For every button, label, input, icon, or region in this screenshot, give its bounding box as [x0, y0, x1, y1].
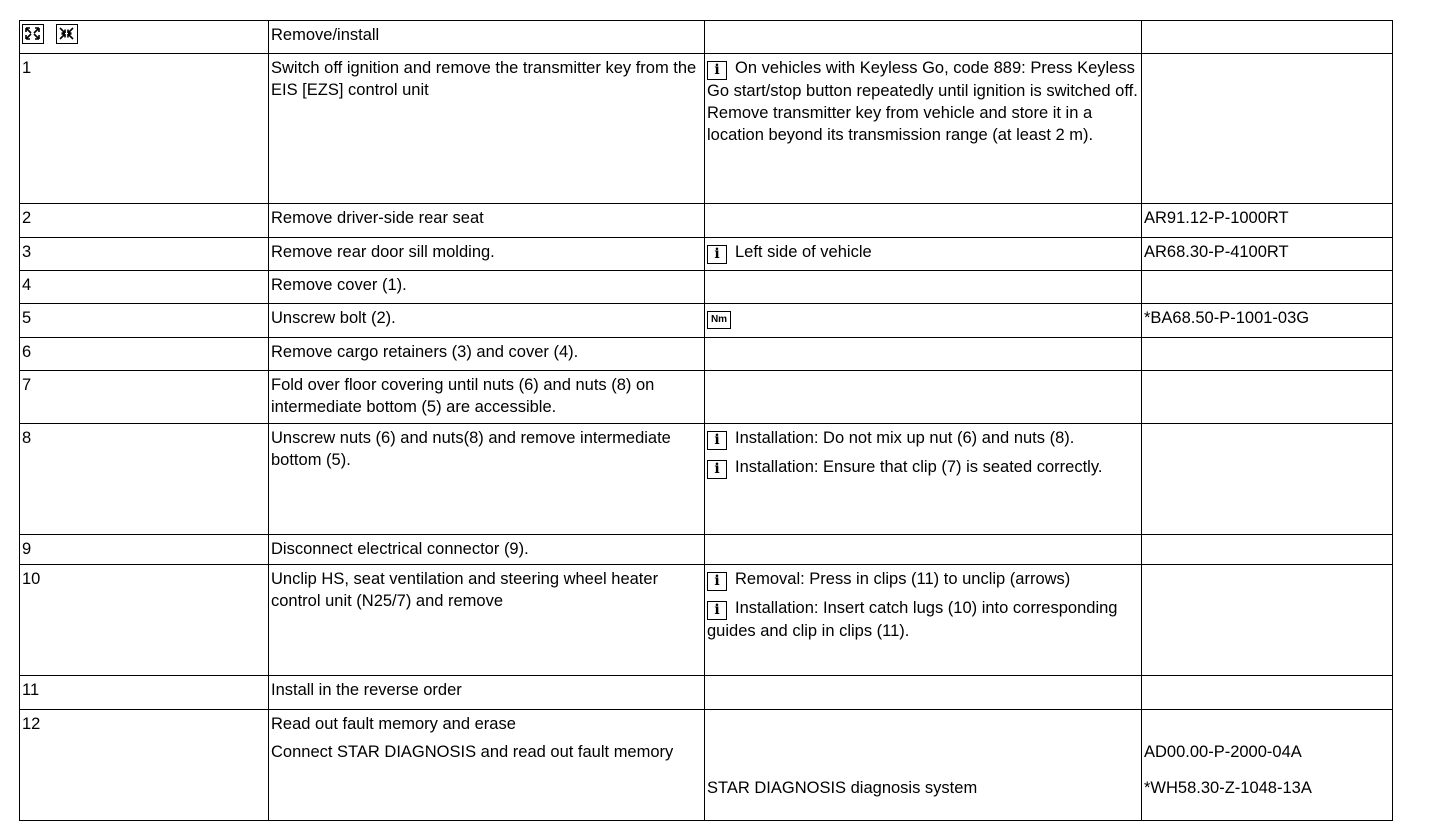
header-ref-cell: [1142, 21, 1393, 54]
step-ref-link[interactable]: AR68.30-P-4100RT: [1142, 238, 1393, 271]
table-row: [20, 424, 1393, 535]
header-icons-cell: [20, 21, 269, 54]
step-ref: [1142, 371, 1393, 424]
table-row: [20, 271, 1393, 304]
info-icon: i: [707, 572, 727, 591]
table-row: [20, 338, 1393, 371]
step-number: 10: [20, 565, 269, 676]
table-row: [20, 371, 1393, 424]
note-block: [707, 568, 1139, 591]
info-icon: i: [707, 460, 727, 479]
step-action: Read out fault memory and erase: [271, 715, 516, 733]
step-note: [705, 54, 1142, 204]
step-ref[interactable]: [1142, 54, 1393, 204]
info-icon: i: [707, 61, 727, 80]
step-ref-link[interactable]: *WH58.30-Z-1048-13A: [1144, 779, 1312, 797]
step-number: 9: [20, 535, 269, 565]
step-ref-link[interactable]: AD00.00-P-2000-04A: [1144, 743, 1302, 761]
step-action: Unscrew bolt (2).: [269, 304, 705, 338]
note-text: On vehicles with Keyless Go, code 889: Press Keyless Go start/stop button repeatedly until ignition is switched off. Remove transmitter key from vehicle and store it in a location beyond its transmission range (at least 2 m).: [707, 59, 1138, 144]
info-icon: i: [707, 245, 727, 264]
note-text: Removal: Press in clips (11) to unclip (arrows): [735, 570, 1071, 588]
step-ref: [1142, 565, 1393, 676]
step-number: 11: [20, 676, 269, 710]
procedure-table: [19, 20, 1393, 821]
header-title: Remove/install: [269, 21, 705, 54]
step-action: Switch off ignition and remove the transmitter key from the EIS [EZS] control unit: [269, 54, 705, 204]
step-number: 12: [20, 710, 269, 821]
step-ref: [1142, 535, 1393, 565]
step-ref-link[interactable]: *BA68.50-P-1001-03G: [1142, 304, 1393, 338]
step-number: 6: [20, 338, 269, 371]
table-row: [20, 535, 1393, 565]
expand-icon[interactable]: [22, 24, 44, 44]
note-block: [707, 597, 1139, 642]
step-note: [705, 271, 1142, 304]
step-ref: [1142, 424, 1393, 535]
step-action: Remove cargo retainers (3) and cover (4).: [269, 338, 705, 371]
step-number: 3: [20, 238, 269, 271]
info-icon: i: [707, 431, 727, 450]
collapse-icon[interactable]: [56, 24, 78, 44]
step-note: [705, 424, 1142, 535]
step-note: [705, 535, 1142, 565]
step-ref-cell: [1142, 710, 1393, 821]
step-action-detail: Connect STAR DIAGNOSIS and read out fault memory: [271, 743, 674, 761]
table-row: [20, 565, 1393, 676]
table-row: [20, 54, 1393, 204]
step-action: Remove driver-side rear seat: [269, 204, 705, 238]
torque-nm-icon[interactable]: Nm: [707, 311, 731, 329]
step-note: [705, 676, 1142, 710]
step-note: [705, 204, 1142, 238]
step-ref-link[interactable]: AR91.12-P-1000RT: [1142, 204, 1393, 238]
step-action: Install in the reverse order: [269, 676, 705, 710]
step-number: 4: [20, 271, 269, 304]
note-text: STAR DIAGNOSIS diagnosis system: [707, 779, 978, 797]
step-note: [705, 371, 1142, 424]
step-action: Fold over floor covering until nuts (6) and nuts (8) on intermediate bottom (5) are accessible.: [269, 371, 705, 424]
step-number: 1: [20, 54, 269, 204]
step-number: 8: [20, 424, 269, 535]
table-row: [20, 304, 1393, 338]
note-block: [707, 456, 1139, 479]
step-note: [705, 710, 1142, 821]
step-number: 2: [20, 204, 269, 238]
note-text: Installation: Ensure that clip (7) is seated correctly.: [735, 458, 1103, 476]
table-header-row: [20, 21, 1393, 54]
table-row: [20, 238, 1393, 271]
step-note: [705, 304, 1142, 338]
note-text: Installation: Insert catch lugs (10) into corresponding guides and clip in clips (11).: [707, 599, 1118, 640]
table-row: [20, 710, 1393, 821]
step-ref: [1142, 338, 1393, 371]
note-block: [707, 427, 1139, 450]
table-row: [20, 676, 1393, 710]
header-note-cell: [705, 21, 1142, 54]
step-action: Unclip HS, seat ventilation and steering wheel heater control unit (N25/7) and remove: [269, 565, 705, 676]
step-action: Disconnect electrical connector (9).: [269, 535, 705, 565]
step-note: [705, 338, 1142, 371]
step-note: [705, 565, 1142, 676]
step-action: Remove rear door sill molding.: [269, 238, 705, 271]
step-number: 7: [20, 371, 269, 424]
step-ref: [1142, 271, 1393, 304]
info-icon: i: [707, 601, 727, 620]
step-action: Remove cover (1).: [269, 271, 705, 304]
step-action: Unscrew nuts (6) and nuts(8) and remove intermediate bottom (5).: [269, 424, 705, 535]
step-number: 5: [20, 304, 269, 338]
note-text: Left side of vehicle: [735, 243, 872, 261]
step-note: [705, 238, 1142, 271]
step-ref: [1142, 676, 1393, 710]
table-row: [20, 204, 1393, 238]
note-text: Installation: Do not mix up nut (6) and nuts (8).: [735, 429, 1075, 447]
step-action-cell: [269, 710, 705, 821]
